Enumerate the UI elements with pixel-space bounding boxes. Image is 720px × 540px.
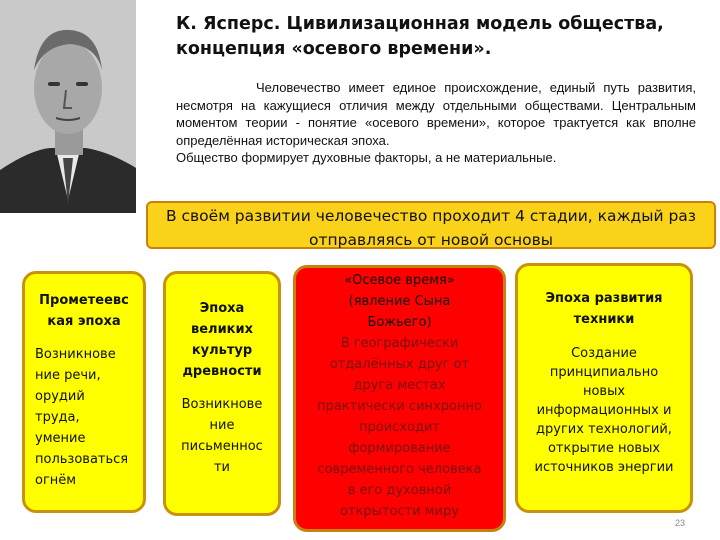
stage-text-line: современного человека bbox=[317, 462, 482, 477]
stage-text-line: ние речи, bbox=[35, 368, 101, 383]
stage-text-line: практически синхронно bbox=[317, 399, 482, 414]
stage-text-line: письменнос bbox=[181, 439, 263, 454]
stage-text-line: информационных и bbox=[536, 403, 672, 418]
stage-text bbox=[524, 344, 684, 477]
banner-line-1: В своём развитии человечество проходит 4 стадии, каждый раз bbox=[165, 207, 697, 225]
stage-text-line: в его духовной bbox=[347, 483, 452, 498]
stage-heading bbox=[31, 290, 137, 332]
title-line-2: концепция «осевого времени». bbox=[176, 39, 492, 59]
portrait-image bbox=[0, 0, 136, 213]
stage-text-line: новых bbox=[582, 384, 626, 399]
banner-line-2: отправляясь от новой основы bbox=[309, 231, 553, 249]
stage-heading-line: великих bbox=[191, 322, 253, 337]
stage-card-prometheus bbox=[22, 271, 146, 513]
portrait-photo bbox=[0, 0, 136, 213]
stage-text-line: принципиально bbox=[549, 365, 659, 380]
stage-text-line: открытие новых bbox=[547, 441, 661, 456]
stage-heading-line: культур bbox=[191, 343, 253, 358]
stage-text-line: орудий bbox=[35, 389, 85, 404]
stage-text-line: огнём bbox=[35, 473, 77, 488]
stages-banner bbox=[146, 201, 716, 249]
stage-heading-line: техники bbox=[573, 312, 635, 327]
stage-heading bbox=[524, 288, 684, 330]
stage-text-line: ние bbox=[209, 418, 235, 433]
stage-heading bbox=[170, 298, 274, 382]
stage-card-technology bbox=[515, 263, 693, 513]
stage-text-line: В географически bbox=[340, 336, 459, 351]
stage-card-ancient-cultures bbox=[163, 271, 281, 516]
stage-heading bbox=[306, 270, 493, 333]
stage-text-line: других технологий, bbox=[536, 422, 672, 437]
stage-heading-line: кая эпоха bbox=[47, 314, 121, 329]
stage-heading-line: древности bbox=[182, 364, 262, 379]
description-paragraph-2: Общество формирует духовные факторы, а не материальные. bbox=[176, 150, 557, 165]
page-number: 23 bbox=[675, 518, 686, 528]
stage-text-line: пользоваться bbox=[35, 452, 129, 467]
stage-text-line: Создание bbox=[571, 346, 637, 361]
description-paragraph-1: Человечество имеет единое происхождение, единый путь развития, несмотря на кажущиеся отличия между отдельными обществами. Центральным моментом теории - понятие «осевого времени», которое трактуется как вполне определённая историческая эпоха. bbox=[176, 80, 696, 148]
stage-text-line: труда, bbox=[35, 410, 80, 425]
stage-text bbox=[306, 333, 493, 522]
stage-heading-line: Прометеевс bbox=[39, 293, 129, 308]
stage-text bbox=[31, 344, 137, 491]
stage-text-line: ти bbox=[213, 460, 231, 475]
stage-card-axial-age bbox=[293, 265, 506, 532]
stage-text-line: открытости миру bbox=[340, 504, 459, 519]
slide-title bbox=[176, 12, 716, 62]
stage-text-line: формирование bbox=[348, 441, 451, 456]
stage-text-line: отдалённых друг от bbox=[329, 357, 470, 372]
stage-heading-line: Эпоха bbox=[199, 301, 245, 316]
title-line-1: К. Ясперс. Цивилизационная модель общества, bbox=[176, 14, 664, 34]
stage-text-line: Возникнове bbox=[35, 347, 116, 362]
stage-text bbox=[170, 394, 274, 478]
stage-text-line: происходит bbox=[359, 420, 440, 435]
stage-heading-line: Божьего) bbox=[367, 315, 432, 330]
stage-text-line: умение bbox=[35, 431, 86, 446]
description bbox=[176, 79, 696, 167]
stage-text-line: источников энергии bbox=[534, 460, 674, 475]
stage-heading-line: (явление Сына bbox=[348, 294, 451, 309]
stage-text-line: друга местах bbox=[353, 378, 446, 393]
stage-heading-line: «Осевое время» bbox=[344, 273, 455, 288]
stage-text-line: Возникнове bbox=[181, 397, 263, 412]
stage-heading-line: Эпоха развития bbox=[545, 291, 663, 306]
